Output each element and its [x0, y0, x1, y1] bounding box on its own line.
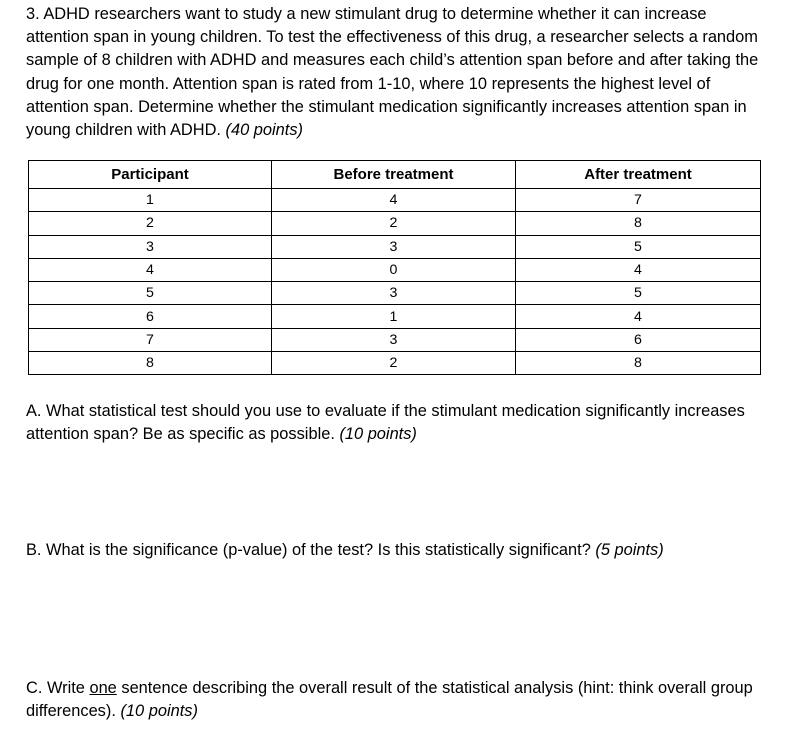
table-row	[29, 328, 761, 351]
question-c-emphasis: one	[89, 679, 117, 697]
after-cell: 8	[516, 352, 761, 375]
before-cell: 3	[272, 328, 516, 351]
attention-span-table	[28, 160, 761, 375]
table-row	[29, 235, 761, 258]
table-row	[29, 352, 761, 375]
after-cell: 8	[516, 212, 761, 235]
before-cell: 4	[272, 189, 516, 212]
table-header-row	[29, 161, 761, 189]
after-cell: 5	[516, 235, 761, 258]
question-b-points: (5 points)	[595, 541, 664, 559]
header-before-treatment: Before treatment	[272, 161, 516, 189]
participant-cell: 1	[29, 189, 272, 212]
participant-cell: 8	[29, 352, 272, 375]
question-3-text: 3. ADHD researchers want to study a new stimulant drug to determine whether it can increase attention span in young children. To test the effectiveness of this drug, a researcher selects a random sample of 8 children with ADHD and measures each child’s attention span before and after taking the drug for one month. Attention span is rated from 1-10, where 10 represents the highest level of attention span. Determine whether the stimulant medication significantly increases attention span in young children with ADHD.	[26, 5, 759, 140]
question-c-text-before: C. Write	[26, 679, 85, 697]
before-cell: 1	[272, 305, 516, 328]
after-cell: 6	[516, 328, 761, 351]
question-b	[26, 539, 766, 562]
table-row	[29, 258, 761, 281]
question-b-text: B. What is the significance (p-value) of the test? Is this statistically significant?	[26, 541, 591, 559]
participant-cell: 7	[29, 328, 272, 351]
after-cell: 4	[516, 305, 761, 328]
question-a-text: A. What statistical test should you use to evaluate if the stimulant medication significantly increases attention span? Be as specific as possible.	[26, 402, 745, 444]
header-participant: Participant	[29, 161, 272, 189]
table-row	[29, 212, 761, 235]
before-cell: 3	[272, 282, 516, 305]
participant-cell: 5	[29, 282, 272, 305]
question-3-points: (40 points)	[225, 121, 303, 140]
question-3-stem	[26, 3, 766, 142]
after-cell: 5	[516, 282, 761, 305]
question-a	[26, 400, 766, 446]
before-cell: 3	[272, 235, 516, 258]
question-c	[26, 677, 766, 723]
participant-cell: 2	[29, 212, 272, 235]
question-c-text-after: sentence describing the overall result of the statistical analysis (hint: think overall group differences).	[26, 679, 753, 721]
participant-cell: 4	[29, 258, 272, 281]
table-row	[29, 189, 761, 212]
after-cell: 4	[516, 258, 761, 281]
question-c-points: (10 points)	[120, 702, 198, 721]
participant-cell: 3	[29, 235, 272, 258]
before-cell: 2	[272, 352, 516, 375]
after-cell: 7	[516, 189, 761, 212]
before-cell: 0	[272, 258, 516, 281]
table-row	[29, 305, 761, 328]
before-cell: 2	[272, 212, 516, 235]
participant-cell: 6	[29, 305, 272, 328]
question-a-points: (10 points)	[339, 425, 417, 444]
header-after-treatment: After treatment	[516, 161, 761, 189]
table-row	[29, 282, 761, 305]
